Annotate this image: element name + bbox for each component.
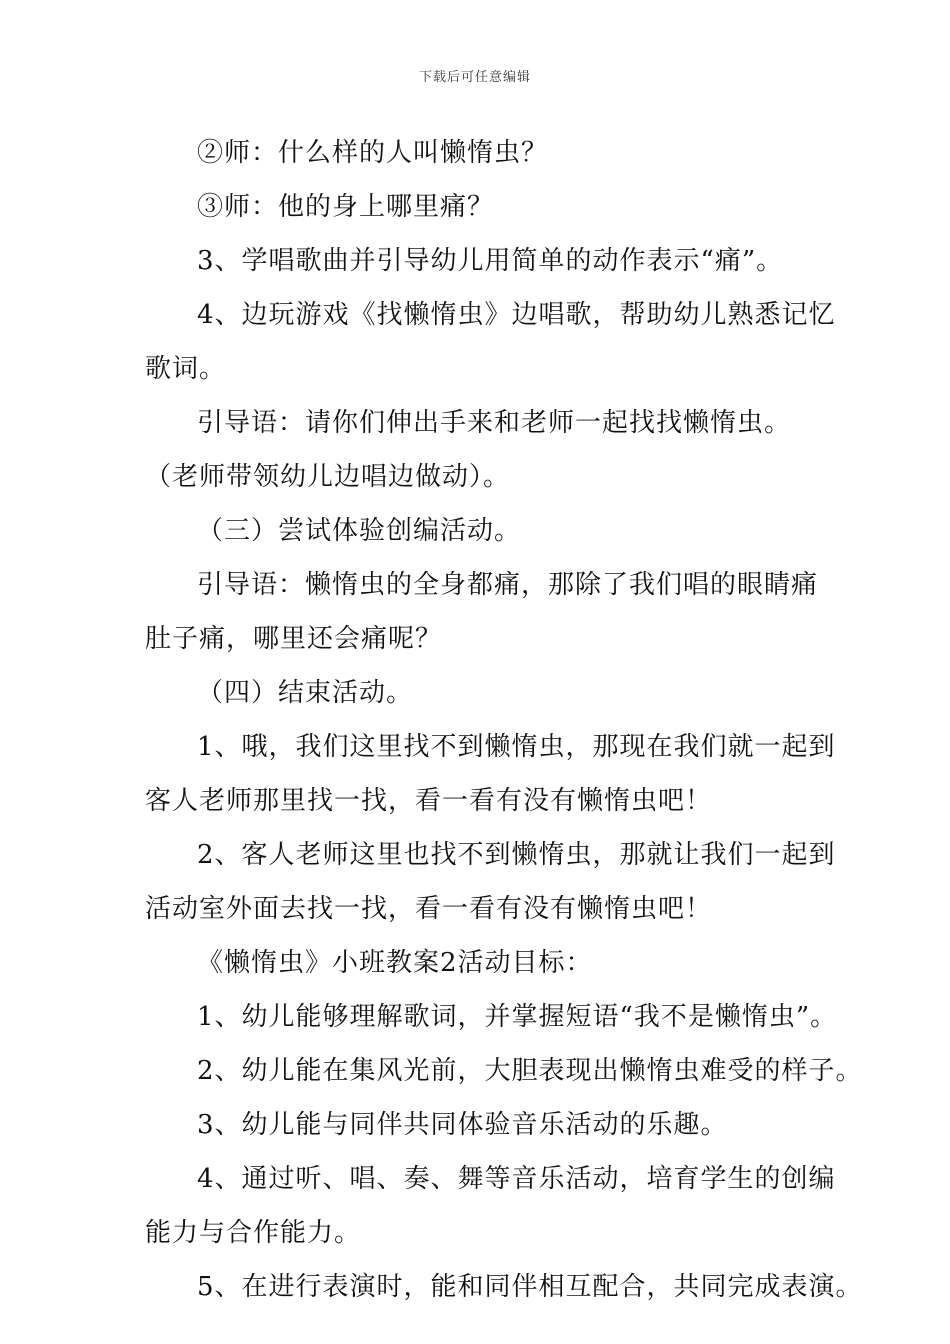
text-line: 3、幼儿能与同伴共同体验音乐活动的乐趣。 bbox=[197, 1110, 728, 1140]
text-line: 4、通过听、唱、奏、舞等音乐活动，培育学生的创编 bbox=[197, 1164, 836, 1194]
text-line: 3、学唱歌曲并引导幼儿用简单的动作表示“痛”。 bbox=[197, 246, 784, 276]
text-line: 引导语：请你们伸出手来和老师一起找找懒惰虫。 bbox=[197, 408, 792, 438]
text-line: ③师：他的身上哪里痛？ bbox=[197, 192, 495, 222]
text-line: 歌词。 bbox=[145, 354, 227, 384]
text-line: 活动室外面去找一找，看一看有没有懒惰虫吧！ bbox=[145, 894, 713, 924]
text-line: 2、客人老师这里也找不到懒惰虫，那就让我们一起到 bbox=[197, 840, 836, 870]
text-line: 客人老师那里找一找，看一看有没有懒惰虫吧！ bbox=[145, 786, 713, 816]
text-line: 2、幼儿能在集风光前，大胆表现出懒惰虫难受的样子。 bbox=[197, 1056, 863, 1086]
text-line: 1、幼儿能够理解歌词，并掌握短语“我不是懒惰虫”。 bbox=[197, 1002, 838, 1032]
text-line: 4、边玩游戏《找懒惰虫》边唱歌，帮助幼儿熟悉记忆 bbox=[197, 300, 836, 330]
text-line: 1、哦，我们这里找不到懒惰虫，那现在我们就一起到 bbox=[197, 732, 836, 762]
section-heading: （四）结束活动。 bbox=[197, 678, 414, 708]
section-heading: （三）尝试体验创编活动。 bbox=[197, 516, 522, 546]
text-line: （老师带领幼儿边唱边做动）。 bbox=[145, 462, 511, 492]
document-body bbox=[145, 126, 863, 1314]
text-line: 5、在进行表演时，能和同伴相互配合，共同完成表演。 bbox=[197, 1272, 863, 1302]
text-line: 能力与合作能力。 bbox=[145, 1218, 362, 1248]
page-header: 下载后可任意编辑 bbox=[418, 70, 531, 85]
text-line: 引导语：懒惰虫的全身都痛，那除了我们唱的眼睛痛 bbox=[197, 570, 819, 600]
text-line: 肚子痛，哪里还会痛呢？ bbox=[145, 624, 443, 654]
text-line: ②师：什么样的人叫懒惰虫？ bbox=[197, 138, 549, 168]
section-heading: 《懒惰虫》小班教案2活动目标： bbox=[197, 948, 593, 978]
